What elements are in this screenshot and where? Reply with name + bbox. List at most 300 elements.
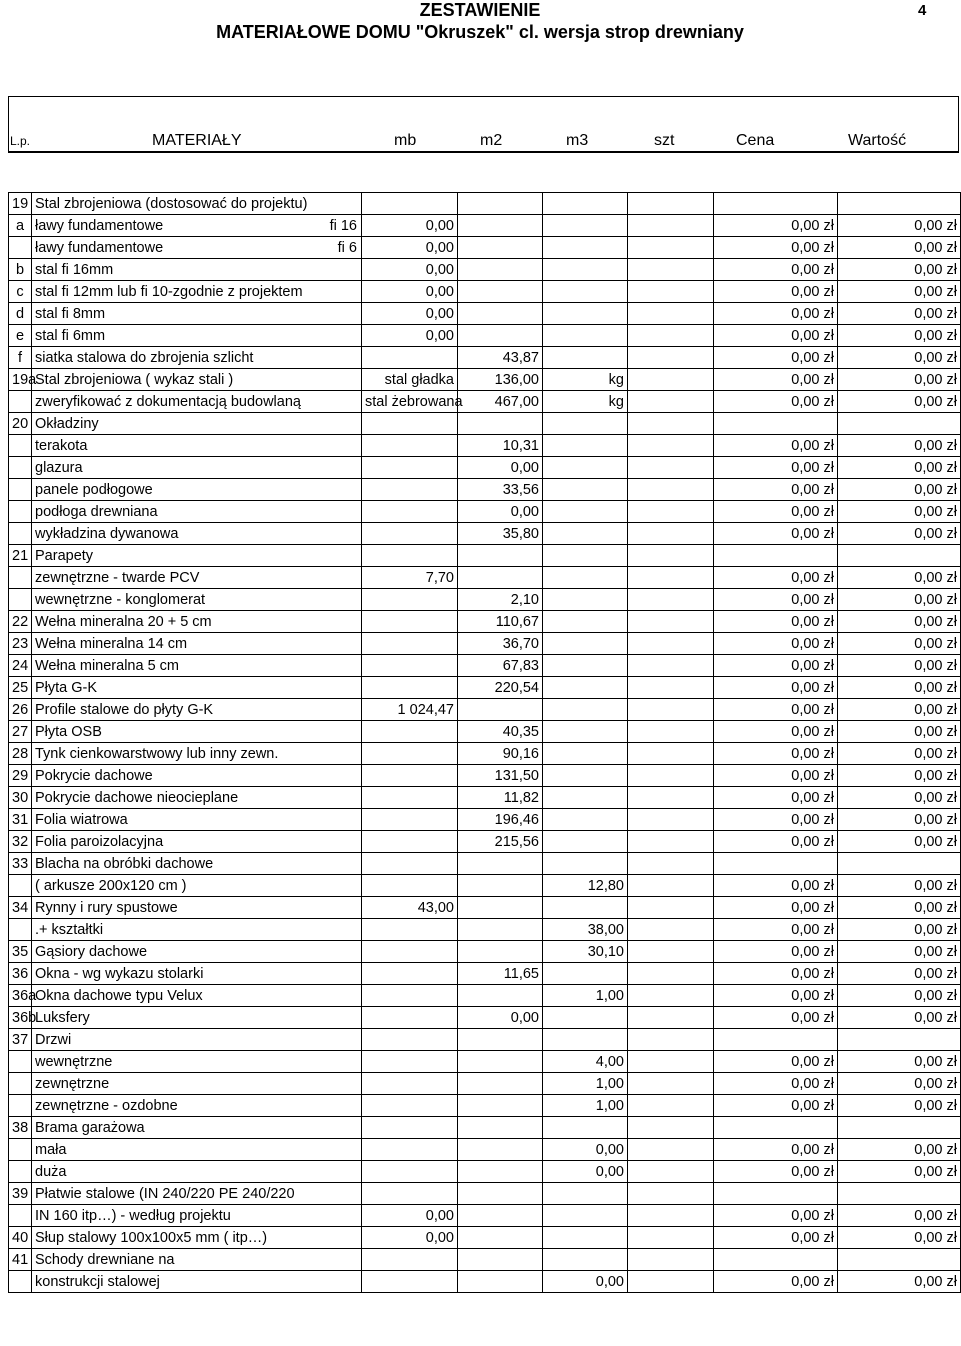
cell-wartosc [838, 1183, 961, 1205]
cell-wartosc: 0,00 zł [838, 281, 961, 303]
cell-mb: 0,00 [362, 215, 458, 237]
cell-name: stal fi 8mm [32, 303, 362, 325]
cell-m3 [543, 457, 628, 479]
cell-m2 [458, 193, 543, 215]
cell-m3: 30,10 [543, 941, 628, 963]
cell-cena: 0,00 zł [714, 1073, 838, 1095]
cell-mb [362, 1139, 458, 1161]
cell-cena: 0,00 zł [714, 963, 838, 985]
table-row [9, 831, 961, 853]
cell-m3 [543, 963, 628, 985]
cell-szt [628, 325, 714, 347]
cell-mb [362, 545, 458, 567]
cell-cena: 0,00 zł [714, 743, 838, 765]
cell-cena: 0,00 zł [714, 479, 838, 501]
cell-m2 [458, 281, 543, 303]
cell-wartosc: 0,00 zł [838, 347, 961, 369]
table-row [9, 413, 961, 435]
cell-mb [362, 1161, 458, 1183]
cell-mb [362, 457, 458, 479]
cell-lp: 20 [9, 413, 32, 435]
cell-szt [628, 721, 714, 743]
cell-m3 [543, 655, 628, 677]
table-row [9, 1095, 961, 1117]
cell-cena: 0,00 zł [714, 567, 838, 589]
cell-szt [628, 831, 714, 853]
cell-m3: 1,00 [543, 1095, 628, 1117]
cell-mb: stal żebrowana [362, 391, 458, 413]
cell-m2: 136,00 [458, 369, 543, 391]
cell-cena: 0,00 zł [714, 215, 838, 237]
cell-szt [628, 1117, 714, 1139]
cell-cena: 0,00 zł [714, 1227, 838, 1249]
cell-cena [714, 1029, 838, 1051]
cell-lp [9, 1271, 32, 1293]
cell-m3 [543, 787, 628, 809]
cell-cena [714, 853, 838, 875]
table-row [9, 1161, 961, 1183]
cell-m2 [458, 1271, 543, 1293]
cell-name: Drzwi [32, 1029, 362, 1051]
table-row [9, 1073, 961, 1095]
cell-m3: kg [543, 369, 628, 391]
cell-lp: 33 [9, 853, 32, 875]
cell-name: Stal zbrojeniowa (dostosować do projektu) [32, 193, 362, 215]
table-row [9, 809, 961, 831]
cell-cena: 0,00 zł [714, 369, 838, 391]
table-row [9, 215, 961, 237]
cell-szt [628, 1073, 714, 1095]
table-row [9, 589, 961, 611]
page-number: 4 [918, 2, 927, 19]
cell-m2 [458, 1139, 543, 1161]
cell-lp [9, 1095, 32, 1117]
cell-lp [9, 589, 32, 611]
cell-lp [9, 875, 32, 897]
cell-name: Pokrycie dachowe [32, 765, 362, 787]
cell-szt [628, 611, 714, 633]
cell-name: terakota [32, 435, 362, 457]
cell-m2 [458, 1073, 543, 1095]
cell-lp: 40 [9, 1227, 32, 1249]
cell-m3 [543, 633, 628, 655]
cell-wartosc: 0,00 zł [838, 567, 961, 589]
table-row [9, 853, 961, 875]
material-extra: fi 16 [329, 217, 357, 234]
cell-mb [362, 787, 458, 809]
cell-cena: 0,00 zł [714, 435, 838, 457]
table-row [9, 259, 961, 281]
cell-szt [628, 941, 714, 963]
cell-name: Stal zbrojeniowa ( wykaz stali ) [32, 369, 362, 391]
cell-wartosc [838, 545, 961, 567]
cell-name: Wełna mineralna 20 + 5 cm [32, 611, 362, 633]
cell-cena: 0,00 zł [714, 1139, 838, 1161]
cell-wartosc: 0,00 zł [838, 831, 961, 853]
cell-mb [362, 1249, 458, 1271]
cell-mb [362, 193, 458, 215]
header-m3: m3 [566, 132, 589, 149]
cell-lp: 31 [9, 809, 32, 831]
table-row [9, 479, 961, 501]
cell-wartosc: 0,00 zł [838, 501, 961, 523]
cell-m2 [458, 1227, 543, 1249]
cell-mb [362, 677, 458, 699]
cell-szt [628, 369, 714, 391]
cell-lp [9, 1161, 32, 1183]
table-row [9, 1117, 961, 1139]
cell-wartosc [838, 413, 961, 435]
cell-cena: 0,00 zł [714, 501, 838, 523]
cell-szt [628, 237, 714, 259]
cell-m3 [543, 479, 628, 501]
cell-wartosc: 0,00 zł [838, 875, 961, 897]
cell-wartosc: 0,00 zł [838, 1161, 961, 1183]
cell-cena: 0,00 zł [714, 655, 838, 677]
cell-lp: 21 [9, 545, 32, 567]
header-materialy: MATERIAŁY [152, 132, 242, 149]
cell-m2: 11,65 [458, 963, 543, 985]
cell-name: Wełna mineralna 5 cm [32, 655, 362, 677]
cell-szt [628, 347, 714, 369]
cell-szt [628, 787, 714, 809]
cell-lp: 32 [9, 831, 32, 853]
materials-table-body [9, 193, 961, 1293]
cell-lp [9, 523, 32, 545]
cell-szt [628, 677, 714, 699]
cell-m3 [543, 325, 628, 347]
cell-szt [628, 523, 714, 545]
cell-cena: 0,00 zł [714, 1007, 838, 1029]
cell-m3: 12,80 [543, 875, 628, 897]
cell-m3 [543, 721, 628, 743]
cell-lp: 22 [9, 611, 32, 633]
table-row [9, 1007, 961, 1029]
table-row [9, 1227, 961, 1249]
cell-name: zweryfikować z dokumentacją budowlaną [32, 391, 362, 413]
cell-name [32, 215, 362, 237]
cell-name: Schody drewniane na [32, 1249, 362, 1271]
cell-cena [714, 193, 838, 215]
cell-mb [362, 919, 458, 941]
cell-m3: 4,00 [543, 1051, 628, 1073]
cell-mb [362, 479, 458, 501]
cell-cena: 0,00 zł [714, 589, 838, 611]
cell-wartosc [838, 853, 961, 875]
cell-szt [628, 589, 714, 611]
cell-cena: 0,00 zł [714, 677, 838, 699]
table-row [9, 567, 961, 589]
cell-name: Pokrycie dachowe nieocieplane [32, 787, 362, 809]
cell-mb: 0,00 [362, 325, 458, 347]
cell-m3: kg [543, 391, 628, 413]
cell-lp: 28 [9, 743, 32, 765]
cell-name: Folia wiatrowa [32, 809, 362, 831]
cell-m3 [543, 1205, 628, 1227]
cell-m2 [458, 941, 543, 963]
cell-wartosc: 0,00 zł [838, 941, 961, 963]
cell-lp [9, 435, 32, 457]
cell-wartosc: 0,00 zł [838, 237, 961, 259]
cell-cena: 0,00 zł [714, 1095, 838, 1117]
cell-lp: 26 [9, 699, 32, 721]
cell-name: zewnętrzne - ozdobne [32, 1095, 362, 1117]
cell-szt [628, 479, 714, 501]
cell-m2: 10,31 [458, 435, 543, 457]
cell-lp: e [9, 325, 32, 347]
cell-mb: 0,00 [362, 1205, 458, 1227]
cell-mb [362, 1271, 458, 1293]
cell-m3 [543, 1227, 628, 1249]
cell-wartosc: 0,00 zł [838, 809, 961, 831]
cell-m2: 196,46 [458, 809, 543, 831]
table-row [9, 765, 961, 787]
cell-m3 [543, 347, 628, 369]
cell-name: duża [32, 1161, 362, 1183]
cell-mb [362, 765, 458, 787]
materials-table [8, 192, 961, 1293]
cell-cena: 0,00 zł [714, 831, 838, 853]
table-row [9, 391, 961, 413]
cell-m3 [543, 1183, 628, 1205]
cell-m2 [458, 303, 543, 325]
cell-m3: 38,00 [543, 919, 628, 941]
cell-m2 [458, 1095, 543, 1117]
cell-m2: 110,67 [458, 611, 543, 633]
cell-name: konstrukcji stalowej [32, 1271, 362, 1293]
table-row [9, 699, 961, 721]
table-row [9, 303, 961, 325]
table-row [9, 1249, 961, 1271]
cell-cena [714, 413, 838, 435]
table-row [9, 347, 961, 369]
cell-m2: 215,56 [458, 831, 543, 853]
cell-m3 [543, 215, 628, 237]
cell-lp [9, 391, 32, 413]
cell-name: zewnętrzne - twarde PCV [32, 567, 362, 589]
cell-m3 [543, 853, 628, 875]
cell-wartosc [838, 1249, 961, 1271]
cell-m2 [458, 237, 543, 259]
cell-szt [628, 435, 714, 457]
cell-name: ( arkusze 200x120 cm ) [32, 875, 362, 897]
table-row [9, 545, 961, 567]
cell-mb [362, 831, 458, 853]
table-row [9, 501, 961, 523]
cell-wartosc: 0,00 zł [838, 1271, 961, 1293]
cell-name: siatka stalowa do zbrojenia szlicht [32, 347, 362, 369]
cell-szt [628, 765, 714, 787]
cell-wartosc: 0,00 zł [838, 325, 961, 347]
cell-lp [9, 479, 32, 501]
cell-szt [628, 215, 714, 237]
cell-m3 [543, 567, 628, 589]
cell-name: Luksfery [32, 1007, 362, 1029]
cell-lp: b [9, 259, 32, 281]
cell-m2: 0,00 [458, 501, 543, 523]
cell-m3 [543, 897, 628, 919]
table-row [9, 677, 961, 699]
cell-lp [9, 1139, 32, 1161]
cell-m2 [458, 1249, 543, 1271]
cell-szt [628, 875, 714, 897]
cell-name: Okna dachowe typu Velux [32, 985, 362, 1007]
cell-m2 [458, 919, 543, 941]
cell-mb [362, 1051, 458, 1073]
cell-m3 [543, 611, 628, 633]
cell-wartosc: 0,00 zł [838, 787, 961, 809]
cell-mb [362, 1117, 458, 1139]
cell-m3: 0,00 [543, 1271, 628, 1293]
table-row [9, 523, 961, 545]
cell-m2 [458, 985, 543, 1007]
table-row [9, 721, 961, 743]
table-row [9, 1139, 961, 1161]
document-title-line-2: MATERIAŁOWE DOMU "Okruszek" cl. wersja strop drewniany [216, 22, 744, 42]
cell-lp: 27 [9, 721, 32, 743]
cell-lp: 29 [9, 765, 32, 787]
cell-lp: f [9, 347, 32, 369]
cell-szt [628, 633, 714, 655]
table-row [9, 1029, 961, 1051]
cell-wartosc: 0,00 zł [838, 985, 961, 1007]
material-name: ławy fundamentowe [35, 239, 164, 256]
header-szt: szt [654, 132, 675, 149]
cell-m3: 0,00 [543, 1161, 628, 1183]
cell-mb [362, 875, 458, 897]
table-row [9, 963, 961, 985]
cell-lp [9, 1073, 32, 1095]
cell-szt [628, 1249, 714, 1271]
cell-m3 [543, 1249, 628, 1271]
cell-lp: 19a [9, 369, 32, 391]
cell-wartosc: 0,00 zł [838, 1139, 961, 1161]
document-title-line-1: ZESTAWIENIE [419, 0, 541, 20]
cell-cena [714, 1117, 838, 1139]
table-row [9, 897, 961, 919]
cell-szt [628, 853, 714, 875]
cell-m2: 0,00 [458, 457, 543, 479]
cell-wartosc: 0,00 zł [838, 699, 961, 721]
cell-cena: 0,00 zł [714, 259, 838, 281]
table-row [9, 237, 961, 259]
cell-wartosc: 0,00 zł [838, 1051, 961, 1073]
cell-cena [714, 1249, 838, 1271]
table-row [9, 611, 961, 633]
cell-szt [628, 413, 714, 435]
table-row [9, 919, 961, 941]
cell-mb [362, 1095, 458, 1117]
cell-m2 [458, 699, 543, 721]
table-row [9, 1051, 961, 1073]
cell-szt [628, 1051, 714, 1073]
cell-szt [628, 919, 714, 941]
cell-m2: 36,70 [458, 633, 543, 655]
cell-m3 [543, 589, 628, 611]
cell-lp: 39 [9, 1183, 32, 1205]
cell-m2 [458, 897, 543, 919]
cell-lp [9, 919, 32, 941]
cell-m3 [543, 699, 628, 721]
cell-name [32, 237, 362, 259]
cell-m2: 40,35 [458, 721, 543, 743]
cell-wartosc: 0,00 zł [838, 1073, 961, 1095]
cell-m2: 131,50 [458, 765, 543, 787]
cell-m2: 67,83 [458, 655, 543, 677]
cell-name: Tynk cienkowarstwowy lub inny zewn. [32, 743, 362, 765]
cell-name: Blacha na obróbki dachowe [32, 853, 362, 875]
cell-wartosc: 0,00 zł [838, 523, 961, 545]
cell-name: Płatwie stalowe (IN 240/220 PE 240/220 [32, 1183, 362, 1205]
cell-m2 [458, 545, 543, 567]
cell-cena: 0,00 zł [714, 765, 838, 787]
cell-name: stal fi 16mm [32, 259, 362, 281]
cell-cena: 0,00 zł [714, 809, 838, 831]
cell-szt [628, 545, 714, 567]
cell-mb: 43,00 [362, 897, 458, 919]
cell-m2: 2,10 [458, 589, 543, 611]
cell-lp: a [9, 215, 32, 237]
cell-cena: 0,00 zł [714, 347, 838, 369]
cell-lp: 25 [9, 677, 32, 699]
cell-cena: 0,00 zł [714, 237, 838, 259]
cell-name: stal fi 6mm [32, 325, 362, 347]
cell-wartosc: 0,00 zł [838, 721, 961, 743]
cell-cena: 0,00 zł [714, 985, 838, 1007]
table-row [9, 875, 961, 897]
cell-szt [628, 391, 714, 413]
cell-name: Parapety [32, 545, 362, 567]
cell-mb [362, 435, 458, 457]
cell-m2 [458, 1183, 543, 1205]
cell-wartosc: 0,00 zł [838, 589, 961, 611]
material-extra: fi 6 [337, 239, 357, 256]
cell-m2: 43,87 [458, 347, 543, 369]
cell-m2: 467,00 [458, 391, 543, 413]
cell-name: .+ kształtki [32, 919, 362, 941]
cell-m2: 11,82 [458, 787, 543, 809]
cell-m3: 0,00 [543, 1139, 628, 1161]
cell-wartosc: 0,00 zł [838, 743, 961, 765]
cell-name: IN 160 itp…) - według projektu [32, 1205, 362, 1227]
cell-lp: 35 [9, 941, 32, 963]
cell-wartosc: 0,00 zł [838, 1007, 961, 1029]
cell-wartosc: 0,00 zł [838, 215, 961, 237]
cell-szt [628, 1271, 714, 1293]
cell-name: Folia paroizolacyjna [32, 831, 362, 853]
cell-cena: 0,00 zł [714, 303, 838, 325]
table-row [9, 325, 961, 347]
cell-mb: 7,70 [362, 567, 458, 589]
cell-m2 [458, 853, 543, 875]
table-row [9, 435, 961, 457]
cell-cena: 0,00 zł [714, 1051, 838, 1073]
cell-m3 [543, 743, 628, 765]
cell-m2 [458, 1051, 543, 1073]
cell-wartosc: 0,00 zł [838, 1227, 961, 1249]
cell-szt [628, 1227, 714, 1249]
table-row [9, 787, 961, 809]
cell-wartosc: 0,00 zł [838, 765, 961, 787]
cell-lp: d [9, 303, 32, 325]
header-m2: m2 [480, 132, 503, 149]
cell-mb [362, 941, 458, 963]
cell-m2: 0,00 [458, 1007, 543, 1029]
cell-m3 [543, 677, 628, 699]
cell-m3 [543, 303, 628, 325]
cell-szt [628, 1205, 714, 1227]
cell-mb [362, 347, 458, 369]
